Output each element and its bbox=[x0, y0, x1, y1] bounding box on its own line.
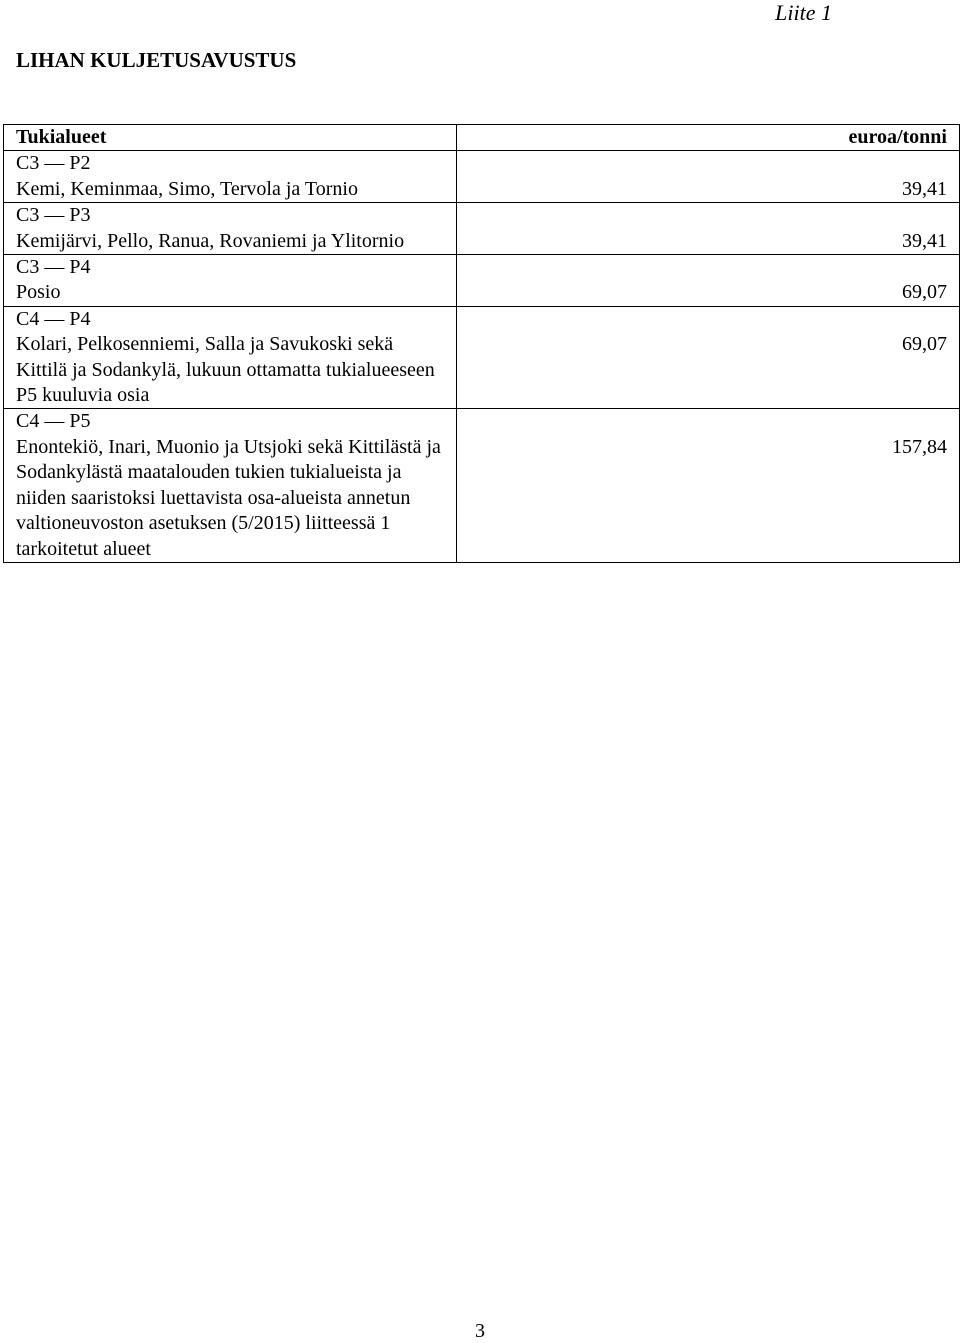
amount-value: 39,41 bbox=[902, 177, 947, 200]
column-header-amount: euroa/tonni bbox=[457, 125, 960, 151]
transport-grant-table bbox=[3, 124, 960, 563]
region-names: Enontekiö, Inari, Muonio ja Utsjoki sekä Kittilästä ja Sodankylästä maatalouden tukien tukialueista ja niiden saaristoksi luettavista osa-alueista annetun valtioneuvoston asetuksen (5/2015) liitteessä 1 tarkoitetut alueet bbox=[16, 435, 441, 560]
amount-spacer bbox=[469, 409, 947, 434]
region-cell bbox=[4, 306, 457, 409]
amount-spacer bbox=[469, 151, 947, 176]
document-title: LIHAN KULJETUSAVUSTUS bbox=[16, 48, 297, 72]
area-code: C4 — P4 bbox=[16, 307, 91, 330]
column-header-regions: Tukialueet bbox=[4, 125, 457, 151]
amount-cell bbox=[457, 409, 960, 562]
area-code: C4 — P5 bbox=[16, 410, 91, 433]
amount-value: 69,07 bbox=[902, 333, 947, 356]
table-row bbox=[4, 306, 960, 409]
table-row bbox=[4, 203, 960, 255]
table-row bbox=[4, 255, 960, 307]
amount-cell bbox=[457, 151, 960, 203]
appendix-label: Liite 1 bbox=[775, 0, 832, 25]
amount-spacer bbox=[469, 255, 947, 280]
table-row bbox=[4, 151, 960, 203]
area-code: C3 — P3 bbox=[16, 204, 91, 227]
table-header-row bbox=[4, 125, 960, 151]
amount-value: 39,41 bbox=[902, 229, 947, 252]
region-names: Kolari, Pelkosenniemi, Salla ja Savukoski sekä Kittilä ja Sodankylä, lukuun ottamatta tukialueeseen P5 kuuluvia osia bbox=[16, 333, 435, 407]
amount-cell bbox=[457, 306, 960, 409]
amount-cell bbox=[457, 255, 960, 307]
amount-value: 157,84 bbox=[892, 435, 947, 458]
region-cell bbox=[4, 203, 457, 255]
amount-spacer bbox=[469, 203, 947, 228]
area-code: C3 — P4 bbox=[16, 256, 91, 279]
amount-spacer bbox=[469, 307, 947, 332]
region-names: Posio bbox=[16, 281, 61, 304]
region-cell bbox=[4, 151, 457, 203]
area-code: C3 — P2 bbox=[16, 152, 91, 175]
region-names: Kemijärvi, Pello, Ranua, Rovaniemi ja Ylitornio bbox=[16, 229, 405, 252]
amount-cell bbox=[457, 203, 960, 255]
region-cell bbox=[4, 409, 457, 562]
table-row bbox=[4, 409, 960, 562]
region-names: Kemi, Keminmaa, Simo, Tervola ja Tornio bbox=[16, 177, 358, 200]
page-number: 3 bbox=[475, 1320, 485, 1342]
region-cell bbox=[4, 255, 457, 307]
amount-value: 69,07 bbox=[902, 281, 947, 304]
